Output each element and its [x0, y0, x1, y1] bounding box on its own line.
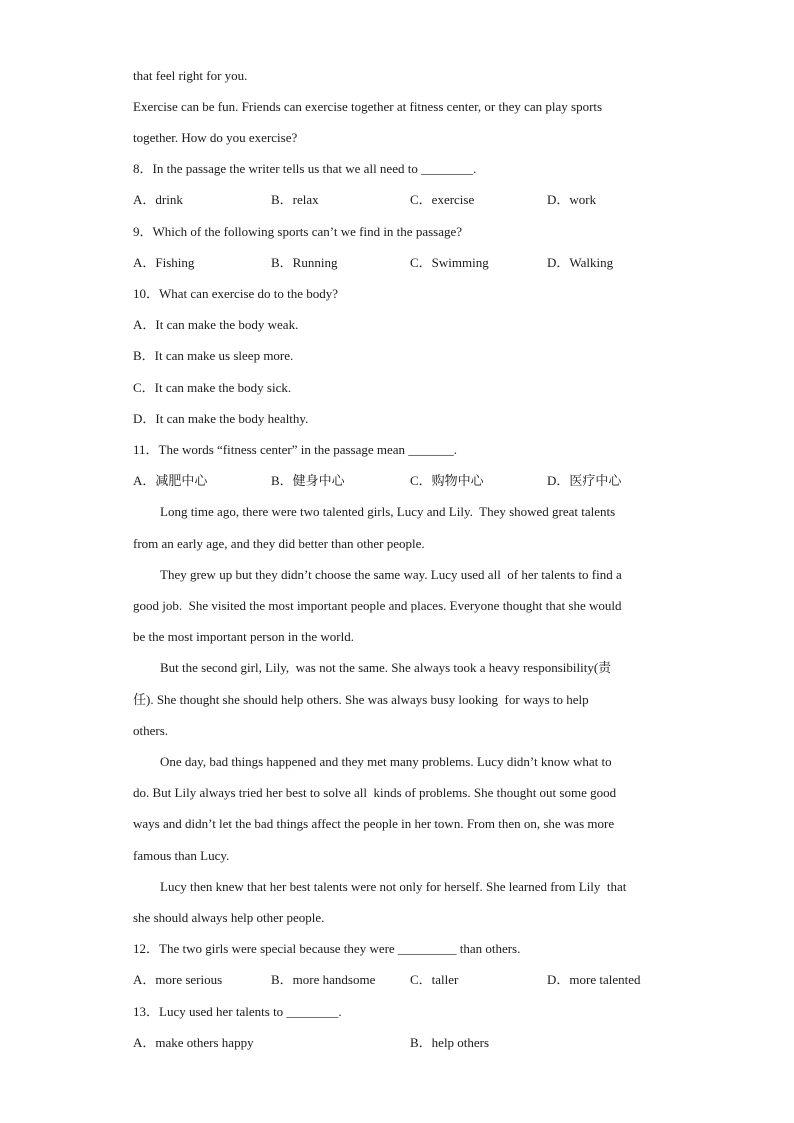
q10-option-a[interactable]: A．It can make the body weak.: [133, 317, 299, 332]
passage-line: Long time ago, there were two talented girls, Lucy and Lily. They showed great talents: [160, 504, 616, 519]
question-13-stem: 13．Lucy used her talents to ________.: [133, 1004, 342, 1019]
q8-option-d[interactable]: D．work: [547, 192, 597, 207]
passage-line: do. But Lily always tried her best to solve all kinds of problems. She thought out some good: [133, 785, 617, 800]
q12-option-c[interactable]: C．taller: [410, 972, 459, 987]
question-10-stem: 10．What can exercise do to the body?: [133, 286, 339, 301]
passage-line: famous than Lucy.: [133, 848, 230, 863]
q12-option-b[interactable]: B．more handsome: [271, 972, 376, 987]
passage-line: Exercise can be fun. Friends can exercise together at fitness center, or they can play sports: [133, 99, 603, 114]
passage-line: from an early age, and they did better than other people.: [133, 536, 425, 551]
passage-line: They grew up but they didn’t choose the same way. Lucy used all of her talents to find a: [160, 567, 622, 582]
q8-option-c[interactable]: C．exercise: [410, 192, 475, 207]
q10-option-c[interactable]: C．It can make the body sick.: [133, 380, 292, 395]
q9-option-c[interactable]: C．Swimming: [410, 255, 489, 270]
passage-line: others.: [133, 723, 169, 738]
q9-option-a[interactable]: A．Fishing: [133, 255, 195, 270]
passage-line: Lucy then knew that her best talents were not only for herself. She learned from Lily that: [160, 879, 627, 894]
q9-option-b[interactable]: B．Running: [271, 255, 338, 270]
question-12-stem: 12．The two girls were special because they were _________ than others.: [133, 941, 521, 956]
passage-line: One day, bad things happened and they met many problems. Lucy didn’t know what to: [160, 754, 612, 769]
passage-line: together. How do you exercise?: [133, 130, 298, 145]
q9-option-d[interactable]: D．Walking: [547, 255, 614, 270]
q10-option-b[interactable]: B．It can make us sleep more.: [133, 348, 294, 363]
q11-option-d[interactable]: D．医疗中心: [547, 473, 622, 488]
passage-line: ways and didn’t let the bad things affect the people in her town. From then on, she was more: [133, 816, 615, 831]
q8-option-b[interactable]: B．relax: [271, 192, 319, 207]
q11-option-b[interactable]: B．健身中心: [271, 473, 345, 488]
passage-line: 任). She thought she should help others. She was always busy looking for ways to help: [133, 692, 589, 707]
q11-option-c[interactable]: C．购物中心: [410, 473, 484, 488]
q8-option-a[interactable]: A．drink: [133, 192, 183, 207]
q12-option-a[interactable]: A．more serious: [133, 972, 223, 987]
question-9-stem: 9．Which of the following sports can’t we find in the passage?: [133, 224, 463, 239]
passage-line: But the second girl, Lily, was not the same. She always took a heavy responsibility(责: [160, 660, 612, 675]
passage-line: that feel right for you.: [133, 68, 248, 83]
q13-option-a[interactable]: A．make others happy: [133, 1035, 254, 1050]
passage-line: good job. She visited the most important people and places. Everyone thought that she would: [133, 598, 622, 613]
q12-option-d[interactable]: D．more talented: [547, 972, 641, 987]
passage-line: she should always help other people.: [133, 910, 325, 925]
question-11-stem: 11．The words “fitness center” in the passage mean _______.: [133, 442, 458, 457]
q11-option-a[interactable]: A．减肥中心: [133, 473, 208, 488]
question-8-stem: 8．In the passage the writer tells us that we all need to ________.: [133, 161, 477, 176]
q10-option-d[interactable]: D．It can make the body healthy.: [133, 411, 309, 426]
q13-option-b[interactable]: B．help others: [410, 1035, 490, 1050]
passage-line: be the most important person in the world.: [133, 629, 354, 644]
